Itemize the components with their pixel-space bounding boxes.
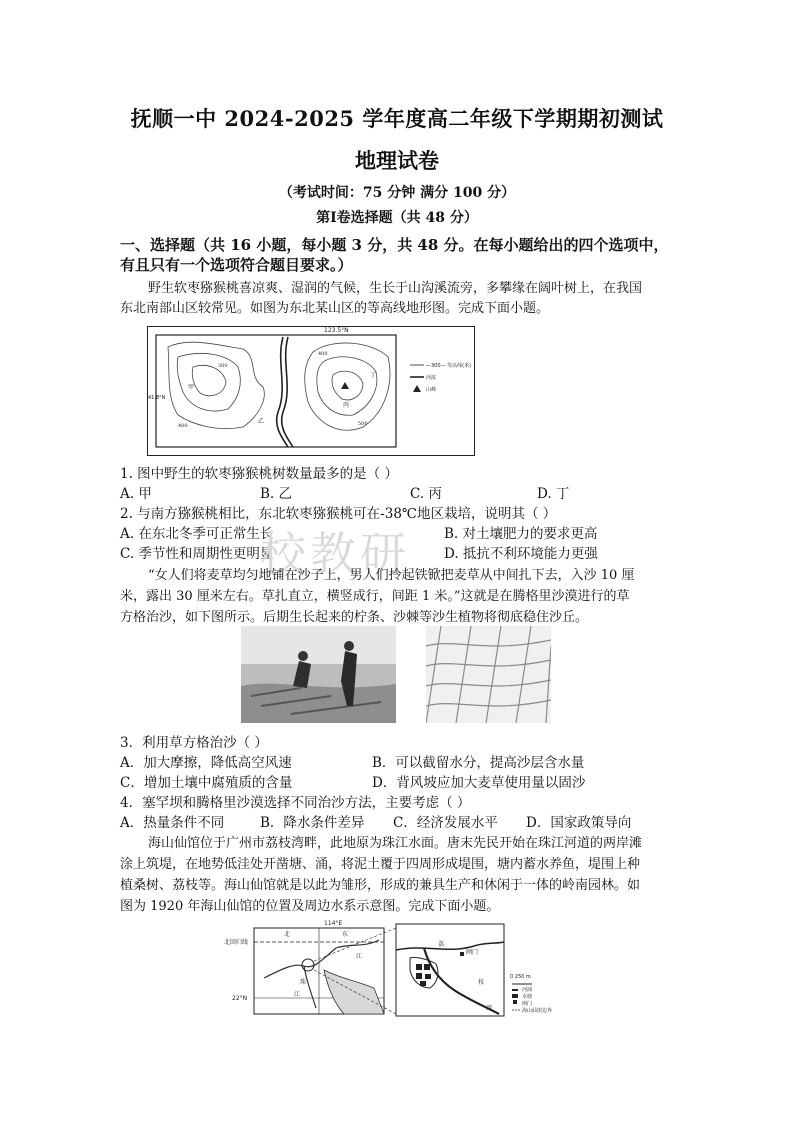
passage3-line4: 图为 1920 年海山仙馆的位置及周边水系示意图。完成下面小题。 <box>120 899 500 914</box>
section-heading-line2: 有且只有一个选项符合题目要求。） <box>120 256 353 274</box>
q3-option-d: D．背风坡应加大麦草使用量以固沙 <box>372 775 586 791</box>
label-yi: 乙 <box>258 418 265 425</box>
river-char: 北 <box>284 931 291 938</box>
inset-char: 湾 <box>486 1005 493 1012</box>
contour-label: 400 <box>318 351 328 357</box>
inset-char: 荔 <box>438 941 445 948</box>
volume-heading: 第Ⅰ卷选择题（共 48 分） <box>316 210 478 226</box>
passage2-line2: 米，露出 30 厘米左右。草扎直立，横竖成行，间距 1 米。”这就是在腾格里沙漠进行的草 <box>120 589 630 604</box>
contour-label: 400 <box>178 423 188 429</box>
legend-item: 闸门 <box>522 1001 533 1007</box>
map1-lat-label: 41.8°N <box>148 395 166 401</box>
passage2-line1: “女人们将麦草均匀地铺在沙子上，男人们拎起铁锨把麦草从中间扎下去，入沙 10 厘 <box>148 568 635 583</box>
q2-option-b: B. 对土壤肥力的要求更高 <box>444 526 598 542</box>
river-char: 江 <box>356 953 363 960</box>
contour-map <box>147 326 475 456</box>
q4-option-c: C．经济发展水平 <box>393 815 498 831</box>
q1-option-a: A. 甲 <box>120 486 152 502</box>
tropic-label: 北回归线 <box>224 939 249 946</box>
legend-river: 河流 <box>426 375 437 381</box>
q2-option-c: C. 季节性和周期性更明显 <box>120 546 274 562</box>
q3-option-a: A．加大摩擦，降低高空风速 <box>120 755 292 771</box>
legend-item: 水塘 <box>522 994 533 1000</box>
photo-straw-grid <box>426 626 551 723</box>
exam-meta: （考试时间：75 分钟 满分 100 分） <box>278 185 516 201</box>
passage3-line2: 涂上筑堤，在地势低洼处开凿塘、涌，将泥土覆于四周形成堤围，塘内蓄水养鱼，堤围上种 <box>120 857 641 872</box>
q4-option-d: D．国家政策导向 <box>526 815 632 831</box>
passage1-line2: 东北南部山区较常见。如图为东北某山区的等高线地形图。完成下面小题。 <box>120 301 550 316</box>
q1-option-b: B. 乙 <box>260 486 293 502</box>
q1-option-d: D. 丁 <box>537 486 570 502</box>
passage3-line1: 海山仙馆位于广州市荔枝湾畔，此地原为珠江水面。唐末先民开始在珠江河道的两岸滩 <box>148 836 643 851</box>
river-char: 江 <box>294 991 301 998</box>
q4-option-b: B．降水条件差异 <box>260 815 365 831</box>
q4-stem: 4．塞罕坝和腾格里沙漠选择不同治沙方法，主要考虑（ ） <box>120 795 471 811</box>
section-heading-line1: 一、选择题（共 16 小题，每小题 3 分，共 48 分。在每小题给出的四个选项中， <box>120 236 669 254</box>
legend-item: 海山仙馆边界 <box>522 1008 553 1014</box>
q3-option-b: B．可以截留水分，提高沙层含水量 <box>372 755 585 771</box>
river-char: 珠 <box>300 979 307 986</box>
contour-label: 300 <box>218 363 228 369</box>
exam-title: 抚顺一中 2024-2025 学年度高二年级下学期期初测试 <box>130 106 664 131</box>
q3-option-c: C．增加土壤中腐殖质的含量 <box>120 775 293 791</box>
legend-contour: —300— 等高线(米) <box>426 363 472 369</box>
exam-subject: 地理试卷 <box>355 148 439 173</box>
q2-option-d: D. 抵抗不利环境能力更强 <box>444 546 598 562</box>
inset-char: 枝 <box>478 979 485 986</box>
label-bing: 丙 <box>343 402 350 409</box>
map2-lat-label: 22°N <box>232 995 248 1002</box>
photo-planting-straw <box>241 626 396 723</box>
q4-option-a: A．热量条件不同 <box>120 815 225 831</box>
peak-icon <box>341 382 349 389</box>
passage2-line3: 方格治沙，如下图所示。后期生长起来的柠条、沙棘等沙生植物将彻底稳住沙丘。 <box>120 610 589 625</box>
q2-stem: 2. 与南方猕猴桃相比，东北软枣猕猴桃可在-38℃地区栽培，说明其（ ） <box>120 506 557 522</box>
legend-item: 河涌 <box>522 987 533 993</box>
haishan-map <box>224 918 574 1020</box>
contour-label: 500 <box>358 421 368 427</box>
label-jia: 甲 <box>188 384 195 391</box>
watermark: 校教研 <box>260 527 410 581</box>
river-char: 东 <box>342 931 349 938</box>
contour-map-svg <box>148 327 474 455</box>
scale-bar: 0 250 m <box>510 974 531 980</box>
map1-lon-label: 123.5°N <box>324 327 349 334</box>
passage3-line3: 植桑树、荔枝等。海山仙馆就是以此为雏形，形成的兼具生产和休闲于一体的岭南园林。如 <box>120 878 641 893</box>
label-ding: 丁 <box>370 372 377 379</box>
gate-label: 闸门 <box>466 949 479 956</box>
q2-option-a: A. 在东北冬季可正常生长 <box>120 526 274 542</box>
q3-stem: 3．利用草方格治沙（ ） <box>120 735 268 751</box>
passage1-line1: 野生软枣猕猴桃喜凉爽、湿润的气候，生长于山沟溪流旁，多攀缘在阔叶树上，在我国 <box>148 281 643 296</box>
q1-stem: 1. 图中野生的软枣猕猴桃树数量最多的是（ ） <box>120 466 398 482</box>
map2-lon-label: 114°E <box>324 920 343 927</box>
q1-option-c: C. 丙 <box>410 486 442 502</box>
legend-peak: 山峰 <box>426 387 437 393</box>
